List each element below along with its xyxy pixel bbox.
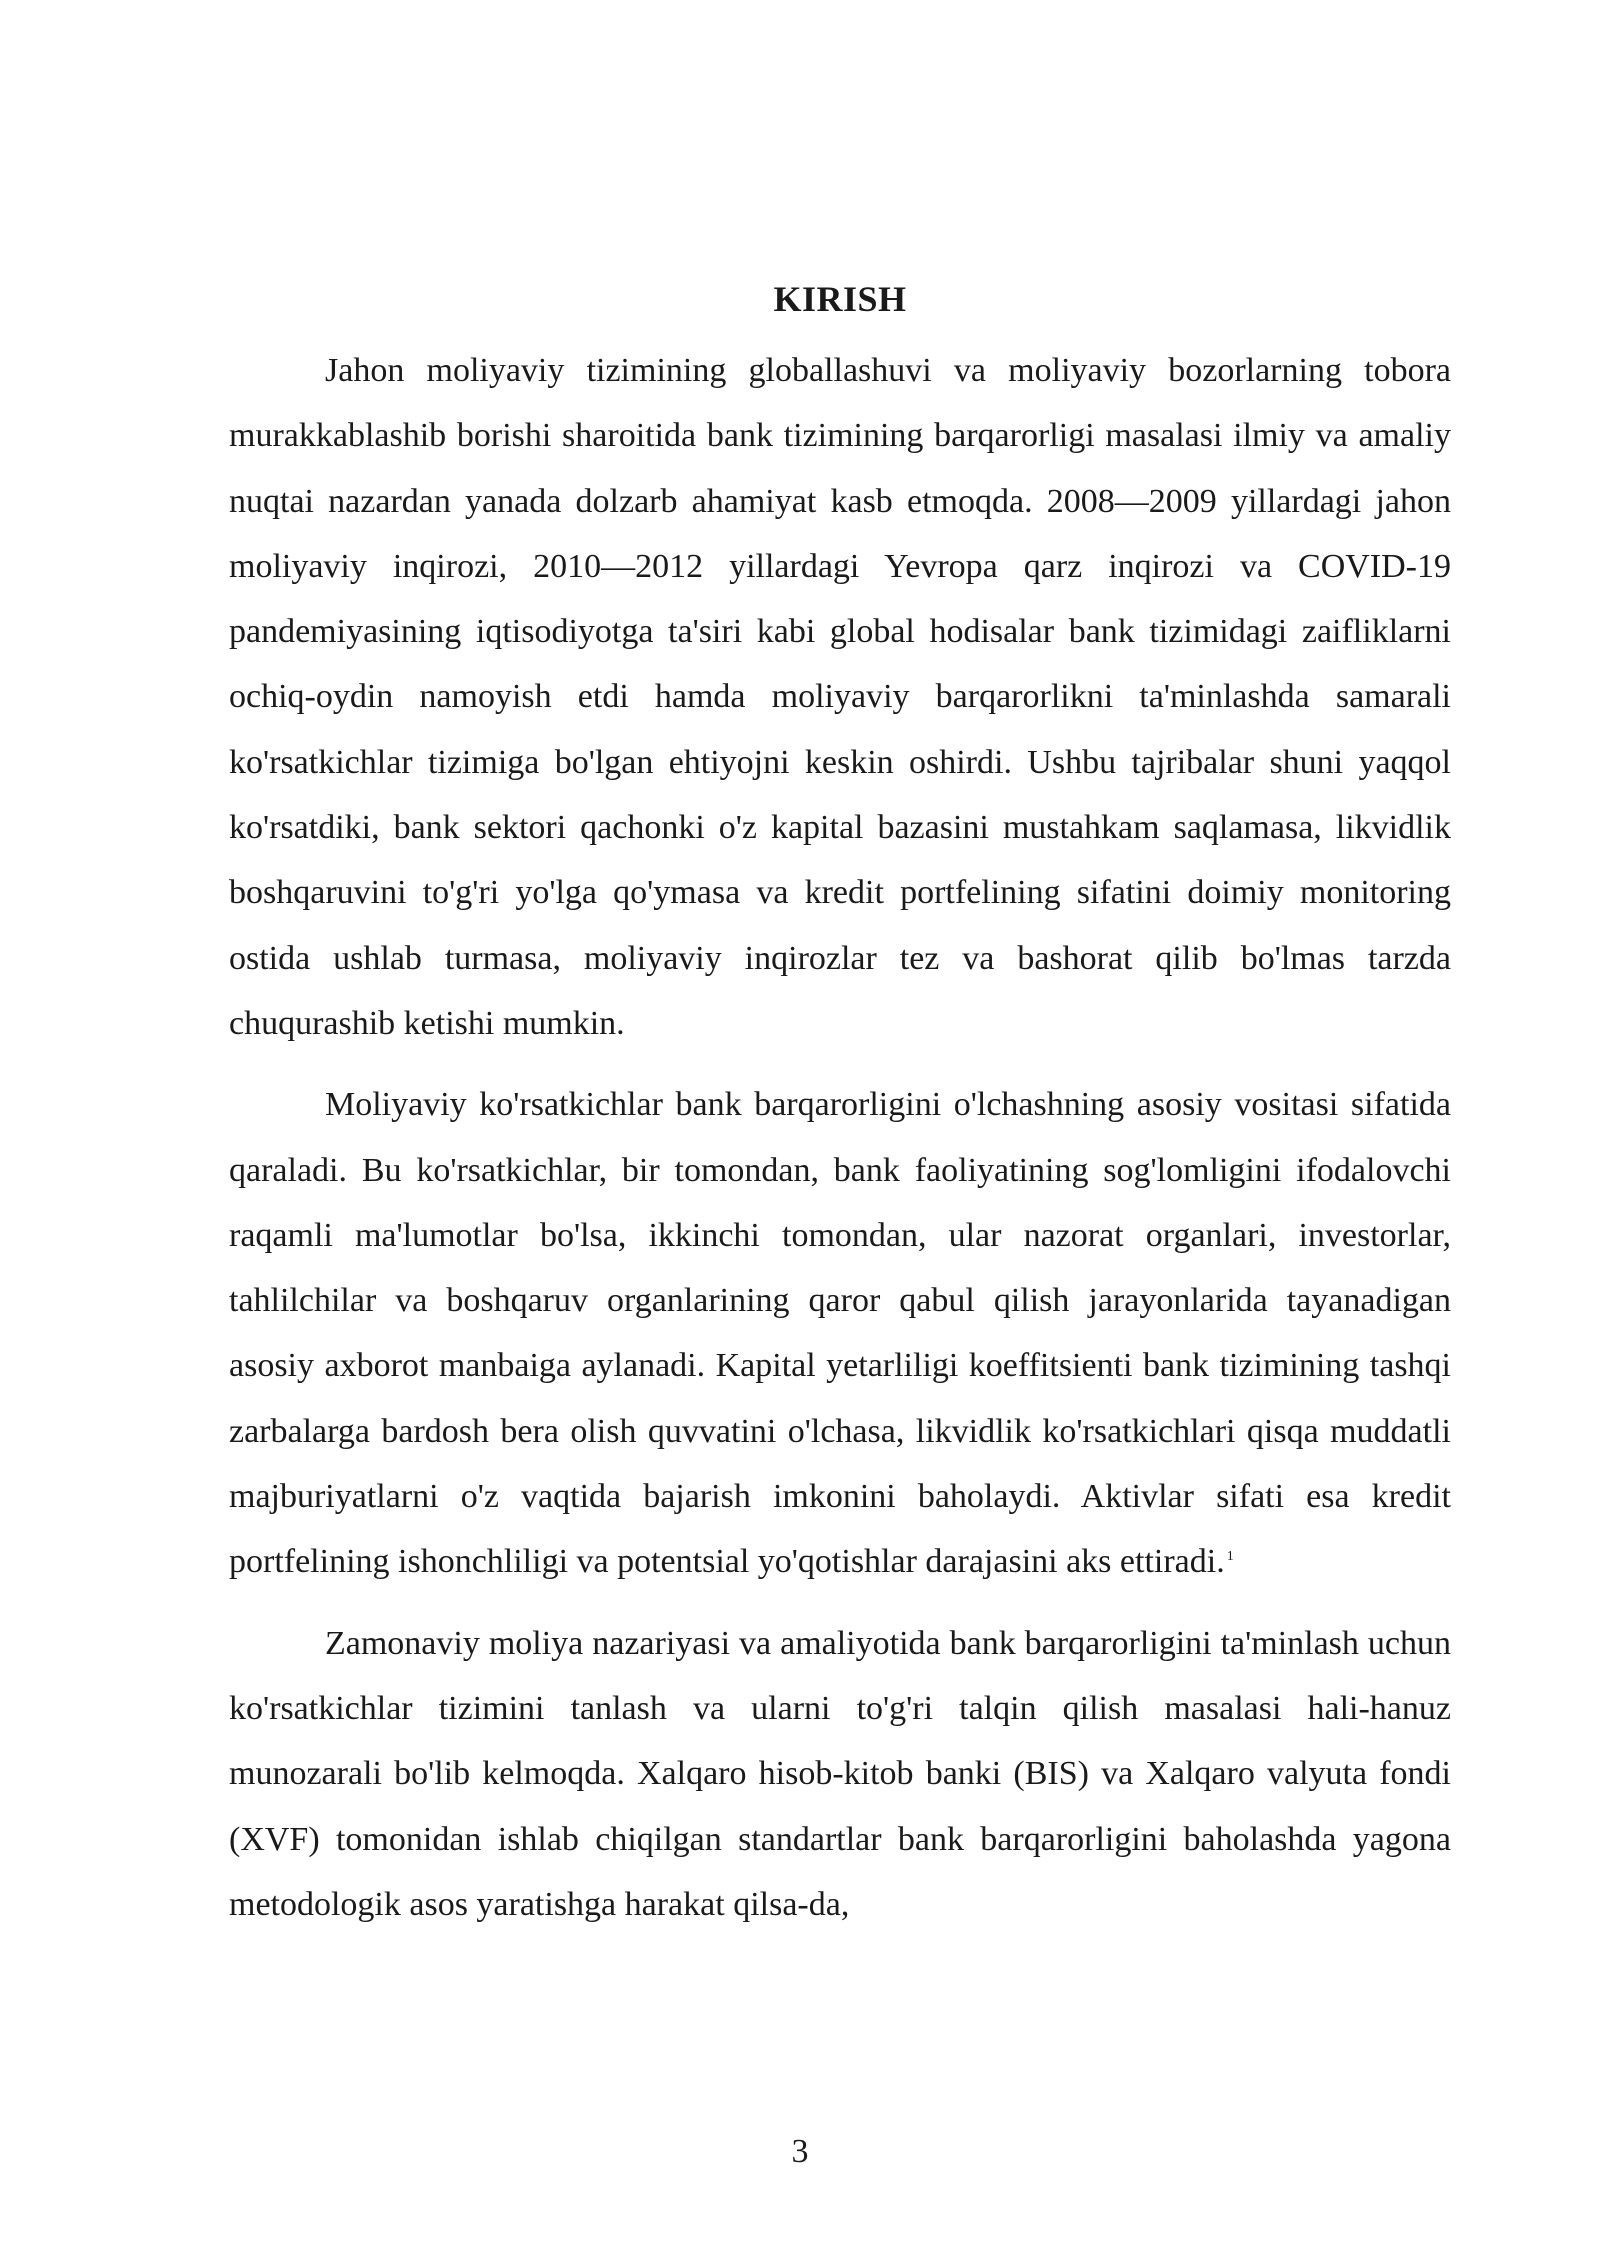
page-body [229, 272, 1451, 1953]
paragraph-1 [229, 338, 1451, 1056]
paragraph-1-text: Jahon moliyaviy tizimining globallashuvi va moliyaviy bozorlarning tobora murakkablashib borishi sharoitida bank tizimining barqarorligi masalasi ilmiy va amaliy nuqtai nazardan yanada dolzarb ahamiyat kasb etmoqda. 2008—2009 yillardagi jahon moliyaviy inqirozi, 2010—2012 yillardagi Yevropa qarz inqirozi va COVID-19 pandemiyasining iqtisodiyotga ta'siri kabi global hodisalar bank tizimidagi zaifliklarni ochiq-oydin namoyish etdi hamda moliyaviy barqarorlikni ta'minlashda samarali ko'rsatkichlar tizimiga bo'lgan ehtiyojni keskin oshirdi. Ushbu tajribalar shuni yaqqol ko'rsatdiki, bank sektori qachonki o'z kapital bazasini mustahkam saqlamasa, likvidlik boshqaruvini to'g'ri yo'lga qo'ymasa va kredit portfelining sifatini doimiy monitoring ostida ushlab turmasa, moliyaviy inqirozlar tez va bashorat qilib bo'lmas tarzda chuqurashib ketishi mumkin. [229, 352, 1451, 1042]
paragraph-2-text: Moliyaviy ko'rsatkichlar bank barqarorligini o'lchashning asosiy vositasi sifatida qaraladi. Bu ko'rsatkichlar, bir tomondan, bank faoliyatining sog'lomligini ifodalovchi raqamli ma'lumotlar bo'lsa, ikkinchi tomondan, ular nazorat organlari, investorlar, tahlilchilar va boshqaruv organlarining qaror qabul qilish jarayonlarida tayanadigan asosiy axborot manbaiga aylanadi. Kapital yetarliligi koeffitsienti bank tizimining tashqi zarbalarga bardosh bera olish quvvatini o'lchasa, likvidlik ko'rsatkichlari qisqa muddatli majburiyatlarni o'z vaqtida bajarish imkonini baholaydi. Aktivlar sifati esa kredit portfelining ishonchliligi va potentsial yo'qotishlar darajasini aks ettiradi. [229, 1086, 1451, 1581]
paragraph-2 [229, 1072, 1451, 1594]
paragraph-3 [229, 1611, 1451, 1937]
footnote-reference[interactable]: 1 [1226, 1549, 1234, 1565]
page-number: 3 [791, 2133, 809, 2170]
section-heading: KIRISH [773, 279, 907, 319]
paragraph-3-text: Zamonaviy moliya nazariyasi va amaliyotida bank barqarorligini ta'minlash uchun ko'rsatkichlar tizimini tanlash va ularni to'g'ri talqin qilish masalasi hali-hanuz munozarali bo'lib kelmoqda. Xalqaro hisob-kitob banki (BIS) va Xalqaro valyuta fondi (XVF) tomonidan ishlab chiqilgan standartlar bank barqarorligini baholashda yagona metodologik asos yaratishga harakat qilsa-da, [229, 1624, 1451, 1923]
